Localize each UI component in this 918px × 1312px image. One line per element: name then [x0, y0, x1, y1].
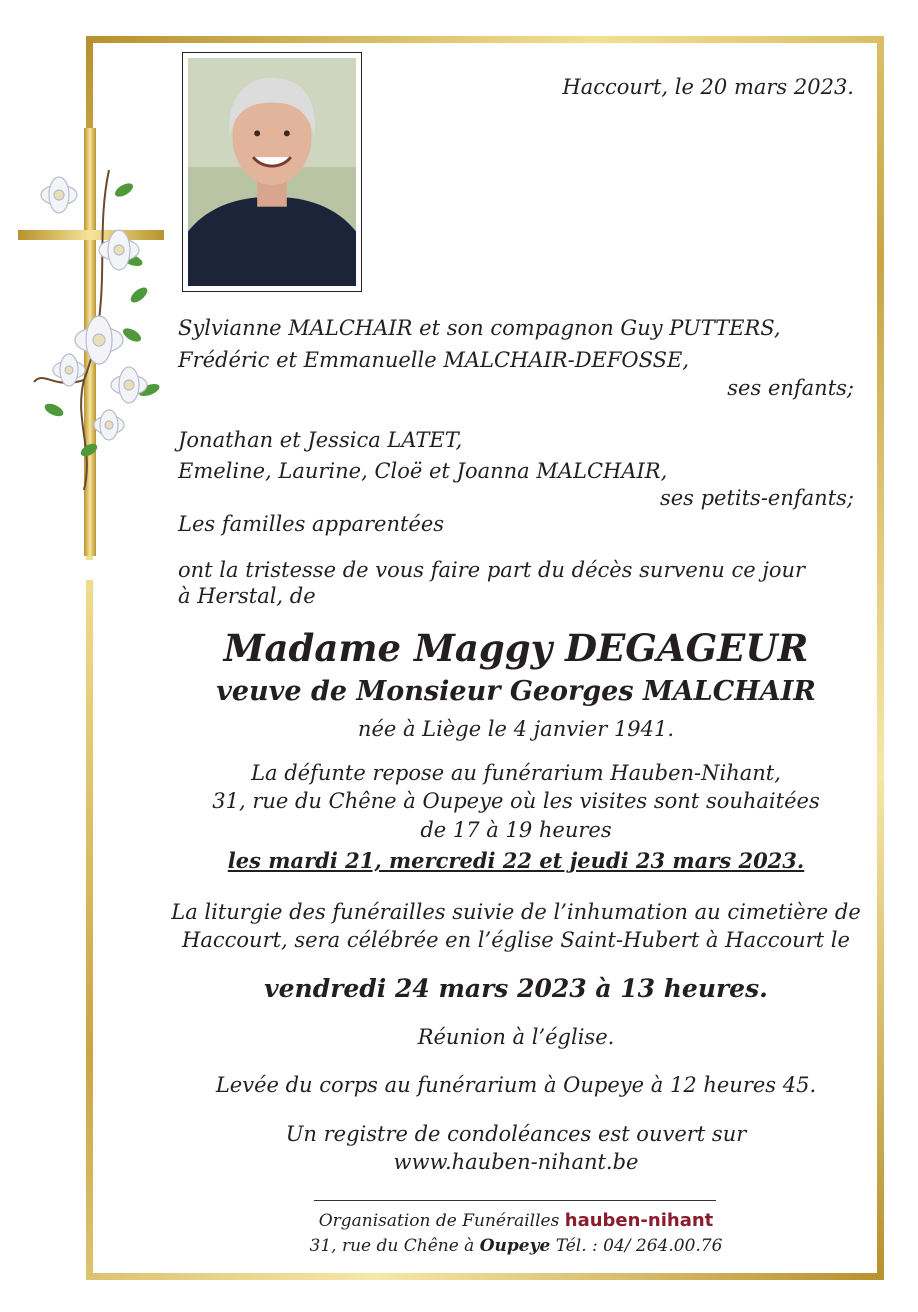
funeral-departure: Levée du corps au funérarium à Oupeye à 12 heures 45.: [215, 1073, 817, 1097]
relatives: Les familles apparentées: [178, 512, 445, 536]
floral-cross-icon: [14, 120, 174, 560]
visitation-line-3: de 17 à 19 heures: [420, 818, 612, 842]
register-line-1: Un registre de condoléances est ouvert sur: [285, 1122, 747, 1146]
grandchildren-line-1: Jonathan et Jessica LATET,: [178, 428, 463, 452]
deceased-spouse: veuve de Monsieur Georges MALCHAIR: [216, 676, 816, 707]
announcement-line-1: ont la tristesse de vous faire part du décès survenu ce jour: [178, 558, 806, 582]
footer-address: [118, 1234, 914, 1258]
deceased-name: Madame Maggy DEGAGEUR: [223, 626, 809, 670]
place-date: Haccourt, le 20 mars 2023.: [562, 75, 854, 99]
funeral-meeting: Réunion à l’église.: [417, 1025, 615, 1049]
funeral-date: vendredi 24 mars 2023 à 13 heures.: [264, 974, 768, 1003]
children-line-2: Frédéric et Emmanuelle MALCHAIR-DEFOSSE,: [178, 348, 690, 372]
funeral-line-2: Haccourt, sera célébrée en l’église Saint-Hubert à Haccourt le: [182, 928, 850, 952]
visitation-dates: les mardi 21, mercredi 22 et jeudi 23 mars 2023.: [227, 848, 805, 873]
footer-phone: Tél. : 04/ 264.00.76: [555, 1236, 723, 1256]
footer-divider: [314, 1200, 716, 1201]
funeral-line-1: La liturgie des funérailles suivie de l’inhumation au cimetière de: [171, 900, 861, 924]
register-line-2: www.hauben-nihant.be: [393, 1150, 639, 1174]
children-line-1: Sylvianne MALCHAIR et son compagnon Guy PUTTERS,: [178, 316, 781, 340]
footer-address-city: Oupeye: [479, 1236, 551, 1256]
deceased-birth: née à Liège le 4 janvier 1941.: [357, 717, 675, 741]
children-role: ses enfants;: [727, 376, 854, 400]
footer-address-prefix: 31, rue du Chêne à: [309, 1236, 475, 1256]
frame-gap: [84, 560, 98, 580]
visitation-line-1: La défunte repose au funérarium Hauben-Nihant,: [251, 761, 781, 785]
brand-logo: hauben-nihant: [564, 1210, 714, 1231]
grandchildren-role: ses petits-enfants;: [659, 486, 854, 510]
grandchildren-line-2: Emeline, Laurine, Cloë et Joanna MALCHAIR,: [178, 459, 668, 483]
portrait-photo: [182, 52, 362, 292]
visitation-line-2: 31, rue du Chêne à Oupeye où les visites sont souhaitées: [212, 789, 820, 813]
footer-organisation: [118, 1209, 914, 1233]
announcement-line-2: à Herstal, de: [178, 584, 316, 608]
footer-org-label: Organisation de Funérailles: [318, 1211, 560, 1231]
